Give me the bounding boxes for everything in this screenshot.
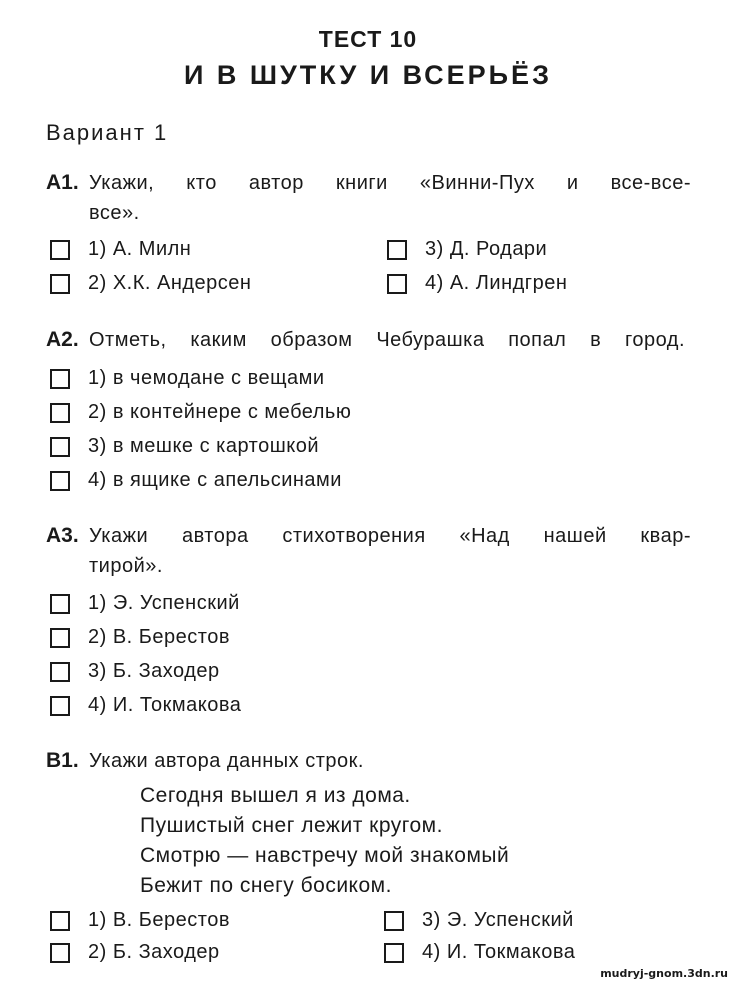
answer-option[interactable] bbox=[50, 626, 230, 649]
checkbox[interactable] bbox=[50, 911, 70, 931]
question-text: Укажи автора стихотворения «Над нашей квар- bbox=[89, 525, 691, 547]
test-number: ТЕСТ 10 bbox=[318, 26, 418, 52]
question-number: А1. bbox=[46, 171, 79, 194]
option-label: 2) В. Берестов bbox=[88, 626, 230, 648]
checkbox[interactable] bbox=[50, 662, 70, 682]
checkbox[interactable] bbox=[384, 943, 404, 963]
checkbox[interactable] bbox=[50, 369, 70, 389]
poem-line: Бежит по снегу босиком. bbox=[140, 874, 392, 897]
option-label: 2) Х.К. Андерсен bbox=[88, 272, 252, 294]
option-label: 1) в чемодане с вещами bbox=[88, 367, 325, 389]
option-label: 2) в контейнере с мебелью bbox=[88, 401, 352, 423]
option-label: 1) А. Милн bbox=[88, 238, 192, 260]
answer-option[interactable] bbox=[50, 435, 319, 458]
option-label: 4) И. Токмакова bbox=[88, 694, 242, 716]
answer-option[interactable] bbox=[387, 238, 547, 261]
question-text: Укажи автора данных строк. bbox=[89, 750, 364, 772]
question-number: А3. bbox=[46, 524, 79, 547]
variant-label: Вариант 1 bbox=[46, 120, 169, 145]
answer-option[interactable] bbox=[384, 941, 575, 964]
question-number: А2. bbox=[46, 328, 79, 351]
checkbox[interactable] bbox=[387, 240, 407, 260]
option-label: 1) В. Берестов bbox=[88, 909, 230, 931]
checkbox[interactable] bbox=[50, 594, 70, 614]
poem-line: Сегодня вышел я из дома. bbox=[140, 784, 411, 807]
checkbox[interactable] bbox=[50, 403, 70, 423]
option-label: 4) в ящике с апельсинами bbox=[88, 469, 342, 491]
answer-option[interactable] bbox=[50, 694, 241, 717]
checkbox[interactable] bbox=[50, 274, 70, 294]
watermark: mudryj-gnom.3dn.ru bbox=[600, 967, 728, 980]
answer-option[interactable] bbox=[50, 469, 342, 492]
answer-option[interactable] bbox=[50, 238, 191, 261]
answer-option[interactable] bbox=[387, 272, 567, 295]
option-label: 4) И. Токмакова bbox=[422, 941, 576, 963]
question-text-cont: тирой». bbox=[89, 555, 163, 577]
checkbox[interactable] bbox=[50, 471, 70, 491]
question-number: В1. bbox=[46, 749, 79, 772]
option-label: 3) Э. Успенский bbox=[422, 909, 574, 931]
answer-option[interactable] bbox=[50, 401, 351, 424]
answer-option[interactable] bbox=[50, 909, 230, 932]
poem-line: Смотрю — навстречу мой знакомый bbox=[140, 844, 510, 867]
answer-option[interactable] bbox=[384, 909, 574, 932]
answer-option[interactable] bbox=[50, 367, 325, 390]
checkbox[interactable] bbox=[50, 437, 70, 457]
checkbox[interactable] bbox=[384, 911, 404, 931]
checkbox[interactable] bbox=[50, 943, 70, 963]
question-text-cont: все». bbox=[89, 202, 140, 224]
checkbox[interactable] bbox=[50, 696, 70, 716]
option-label: 2) Б. Заходер bbox=[88, 941, 220, 963]
checkbox[interactable] bbox=[387, 274, 407, 294]
checkbox[interactable] bbox=[50, 240, 70, 260]
poem-line: Пушистый снег лежит кругом. bbox=[140, 814, 443, 837]
option-label: 3) Д. Родари bbox=[425, 238, 548, 260]
option-label: 1) Э. Успенский bbox=[88, 592, 240, 614]
question-text: Укажи, кто автор книги «Винни-Пух и все-все- bbox=[89, 172, 691, 194]
option-label: 4) А. Линдгрен bbox=[425, 272, 568, 294]
question-text: Отметь, каким образом Чебурашка попал в город. bbox=[89, 329, 685, 351]
page-title: И В ШУТКУ И ВСЕРЬЁЗ bbox=[183, 60, 553, 90]
answer-option[interactable] bbox=[50, 941, 220, 964]
answer-option[interactable] bbox=[50, 272, 251, 295]
checkbox[interactable] bbox=[50, 628, 70, 648]
option-label: 3) в мешке с картошкой bbox=[88, 435, 320, 457]
option-label: 3) Б. Заходер bbox=[88, 660, 220, 682]
answer-option[interactable] bbox=[50, 592, 240, 615]
answer-option[interactable] bbox=[50, 660, 220, 683]
